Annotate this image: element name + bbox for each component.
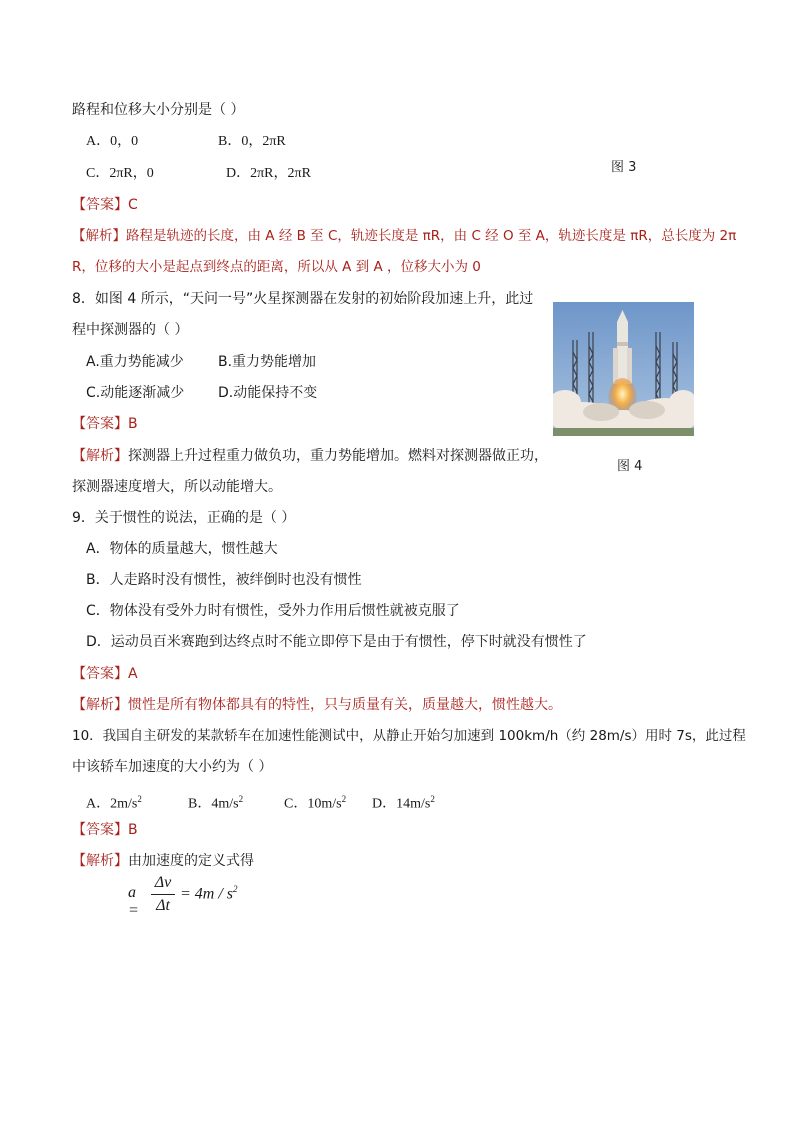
option-text: B．4m/s — [188, 796, 239, 812]
answer-tag: 【答案】 — [72, 666, 128, 682]
option-text: C．10m/s — [284, 796, 342, 812]
q10-option-b — [188, 789, 243, 815]
q8-analysis-line2: 探测器速度增大，所以动能增大。 — [72, 479, 282, 495]
q9-option-a: A．物体的质量越大，惯性越大 — [86, 541, 278, 557]
formula-exponent: 2 — [233, 884, 238, 894]
formula-rhs — [180, 884, 238, 903]
analysis-text: 惯性是所有物体都具有的特性，只与质量有关，质量越大，惯性越大。 — [128, 697, 562, 713]
q9-option-c: C．物体没有受外力时有惯性，受外力作用后惯性就被克服了 — [86, 603, 460, 619]
q7-stem: 路程和位移大小分别是（ ） — [72, 102, 245, 118]
exponent: 2 — [137, 794, 142, 804]
answer-value: B — [128, 822, 138, 838]
q9-answer — [72, 664, 138, 684]
q9-option-b: B．人走路时没有惯性，被绊倒时也没有惯性 — [86, 572, 362, 588]
answer-value: C — [128, 197, 138, 213]
rocket-launch-photo — [553, 302, 694, 436]
q7-option-a: A．0，0 — [86, 134, 139, 149]
q7-option-d: D．2πR，2πR — [226, 166, 311, 181]
analysis-text: 由加速度的定义式得 — [128, 853, 254, 869]
formula-denominator: Δt — [156, 897, 170, 914]
analysis-tag: 【解析】 — [72, 853, 128, 869]
q9-option-d: D．运动员百米赛跑到达终点时不能立即停下是由于有惯性，停下时就没有惯性了 — [86, 634, 587, 650]
option-text: A．2m/s — [86, 796, 138, 812]
analysis-text: 探测器上升过程重力做负功，重力势能增加。燃料对探测器做正功， — [128, 448, 548, 464]
q10-stem-line2: 中该轿车加速度的大小约为（ ） — [72, 759, 273, 775]
q10-option-a — [86, 789, 142, 815]
analysis-tag: 【解析】 — [72, 448, 128, 464]
answer-tag: 【答案】 — [72, 416, 128, 432]
q10-option-d — [372, 789, 435, 815]
q8-analysis-line1 — [72, 446, 548, 466]
q8-option-b: B.重力势能增加 — [218, 354, 317, 370]
formula-lhs: a = — [128, 884, 139, 919]
exponent: 2 — [341, 794, 347, 804]
q10-option-c — [284, 789, 346, 815]
analysis-text: 路程是轨迹的长度，由 A 经 B 至 C，轨迹长度是 πR，由 C 经 O 至 A，轨迹长度是 πR，总长度为 2π — [126, 228, 737, 244]
q8-option-d: D.动能保持不变 — [218, 385, 318, 401]
q9-stem: 9．关于惯性的说法，正确的是（ ） — [72, 510, 296, 526]
q8-answer — [72, 414, 138, 434]
q7-analysis-line2: R，位移的大小是起点到终点的距离，所以从 A 到 A ，位移大小为 0 — [72, 259, 481, 275]
q7-analysis-line1 — [72, 226, 736, 246]
formula-numerator: Δv — [154, 874, 172, 891]
q7-option-b: B．0，2πR — [218, 134, 286, 149]
analysis-tag: 【解析】 — [72, 697, 128, 713]
answer-value: A — [128, 666, 138, 682]
q10-answer — [72, 820, 138, 840]
figure-4-label: 图 4 — [617, 459, 643, 474]
q10-stem-line1: 10．我国自主研发的某款轿车在加速性能测试中，从静止开始匀加速到 100km/h（约 28m/s）用时 7s，此过程 — [72, 728, 746, 744]
exponent: 2 — [430, 794, 435, 804]
formula-rhs-text: = 4m / s — [180, 885, 234, 903]
q8-option-c: C.动能逐渐减少 — [86, 385, 185, 401]
q7-answer — [72, 195, 138, 215]
answer-tag: 【答案】 — [72, 197, 128, 213]
q9-analysis — [72, 695, 562, 715]
fraction-bar — [151, 894, 175, 895]
analysis-tag: 【解析】 — [72, 228, 126, 244]
q8-stem-line2: 程中探测器的（ ） — [72, 322, 189, 338]
exponent: 2 — [238, 794, 244, 804]
answer-tag: 【答案】 — [72, 822, 128, 838]
q10-analysis — [72, 851, 254, 871]
q8-option-a: A.重力势能减少 — [86, 354, 184, 370]
rocket-launch-image — [553, 302, 694, 436]
option-text: D．14m/s — [372, 796, 431, 812]
answer-value: B — [128, 416, 138, 432]
q7-option-c: C．2πR，0 — [86, 166, 154, 181]
q8-stem-line1: 8．如图 4 所示，“天问一号”火星探测器在发射的初始阶段加速上升，此过 — [72, 291, 534, 307]
figure-3-label: 图 3 — [611, 160, 637, 175]
